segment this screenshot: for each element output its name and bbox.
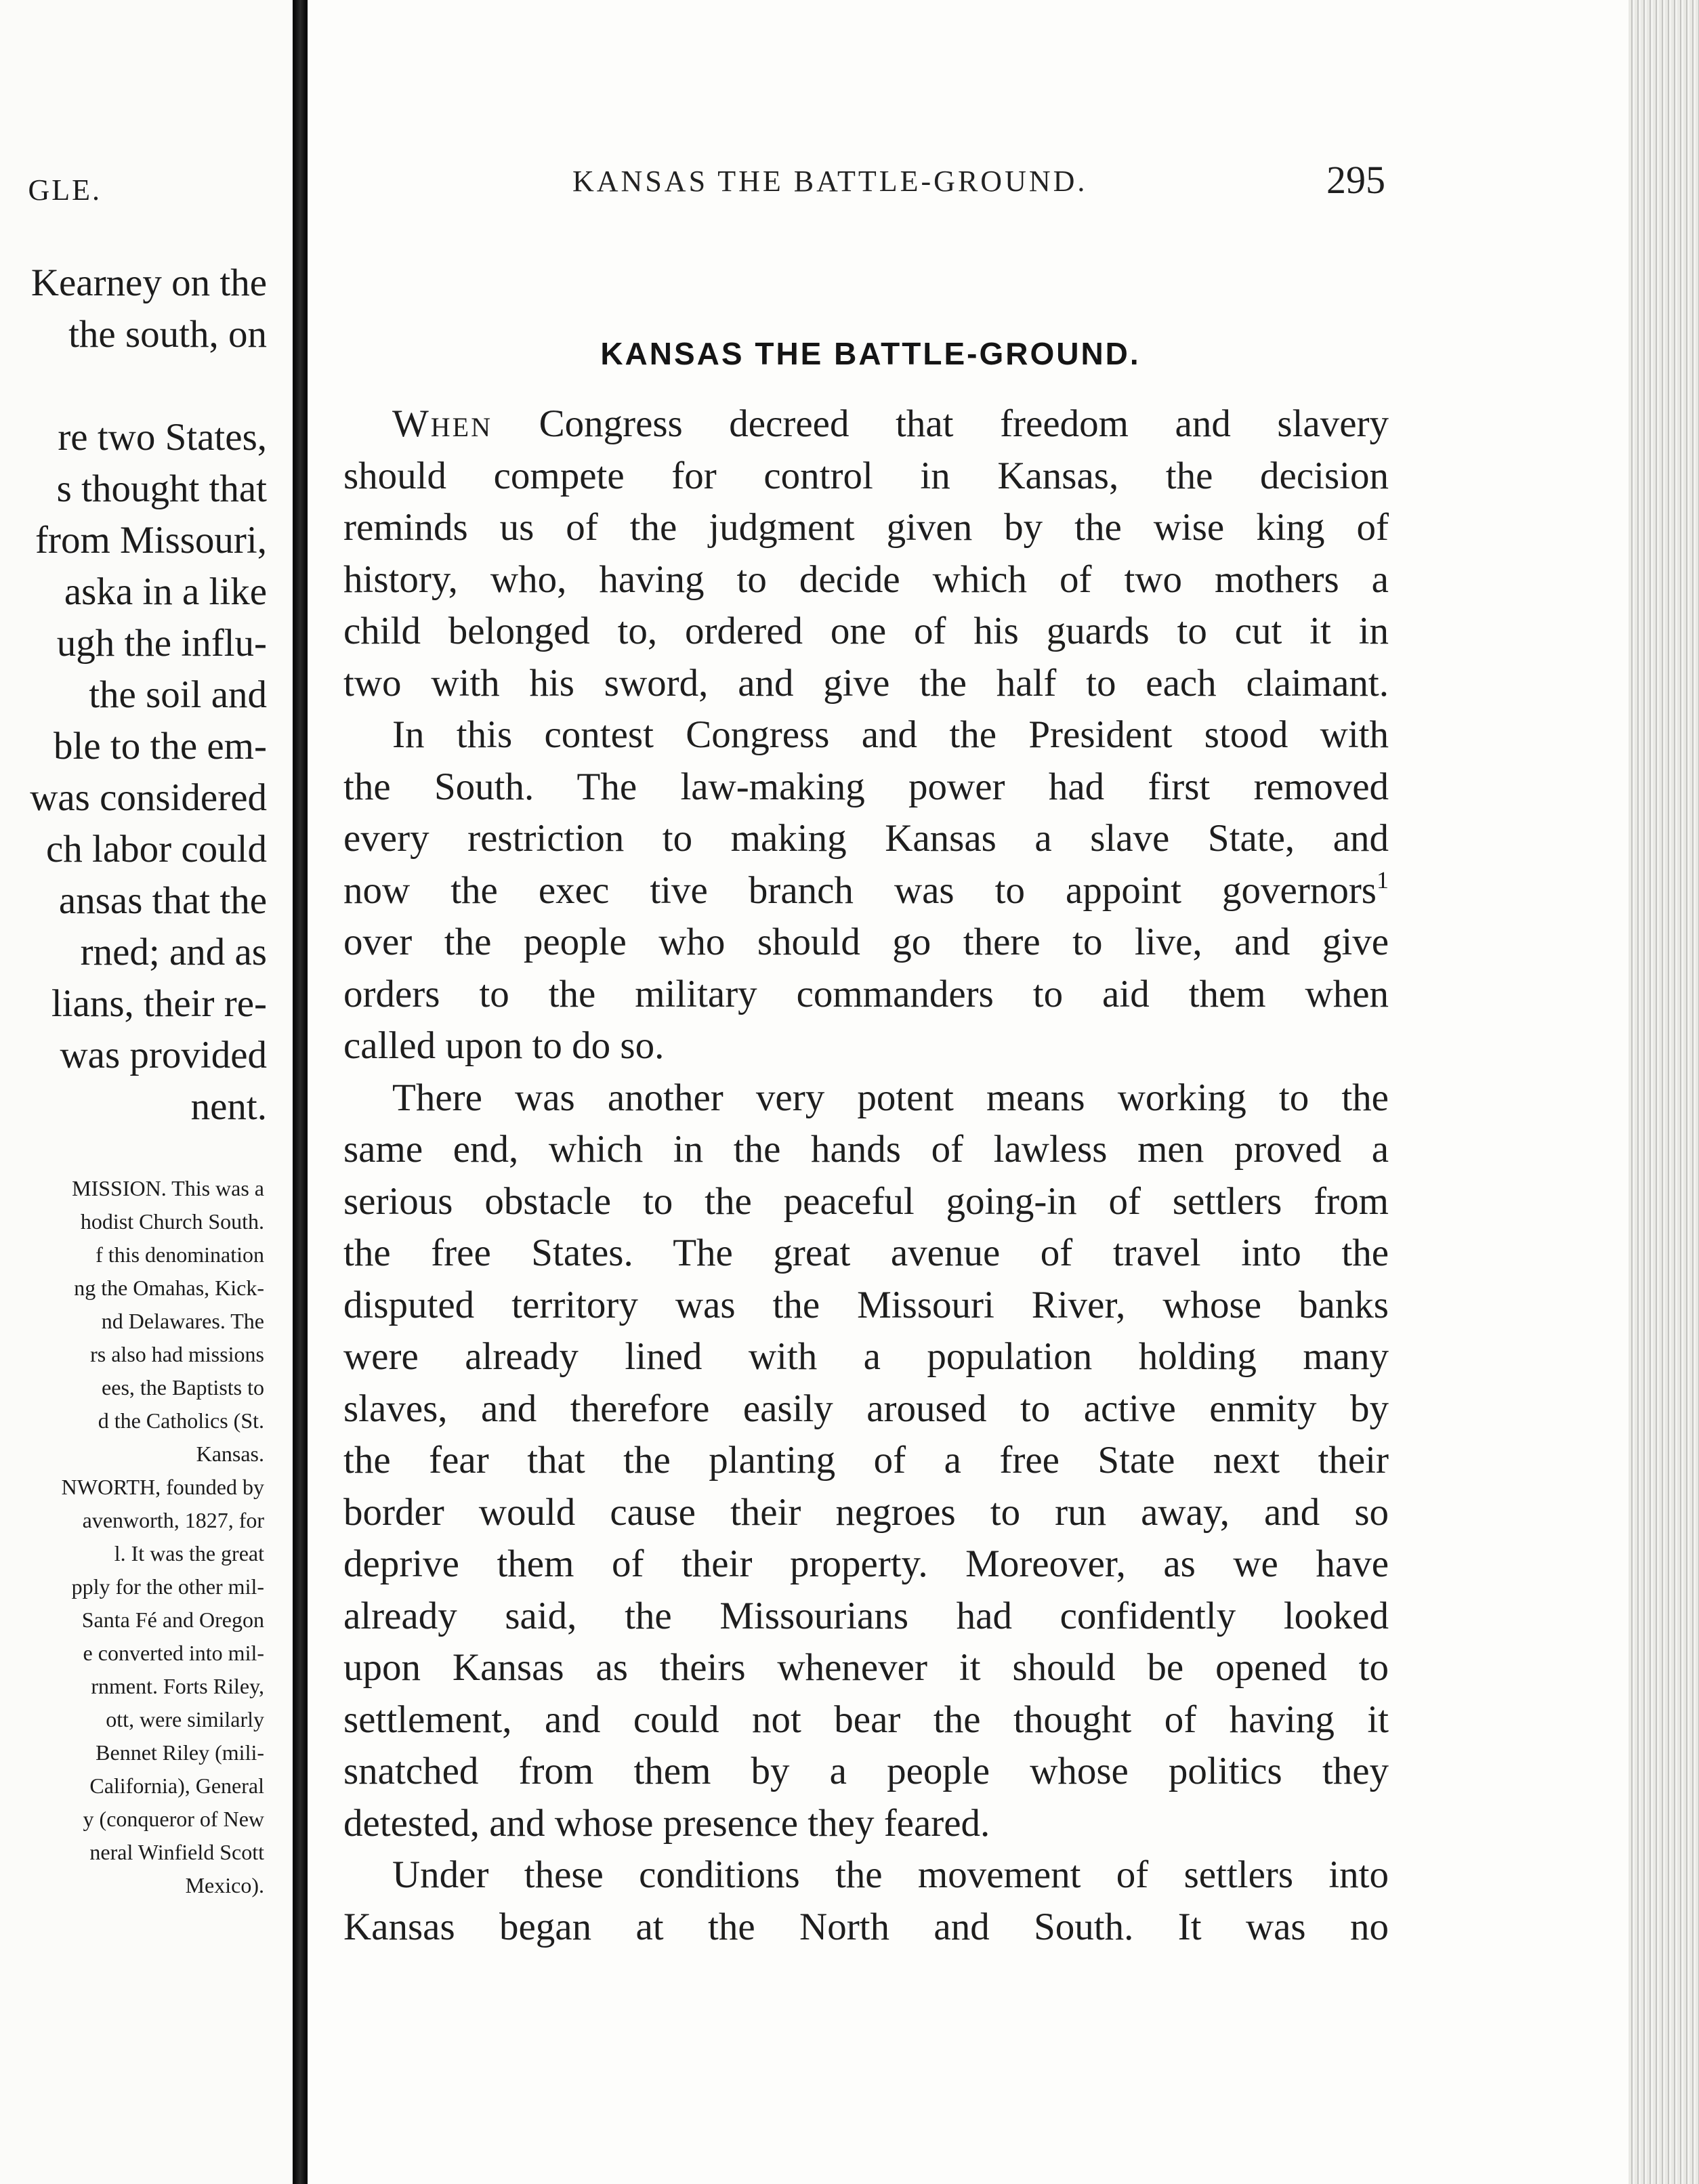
text-line: [343, 398, 1389, 450]
footnote-marker: 1: [1377, 866, 1389, 894]
left-footnote-line: Santa Fé and Oregon: [81, 1608, 264, 1632]
left-footnote-line: pply for the other mil-: [71, 1574, 264, 1599]
left-footnote-line: d the Catholics (St.: [98, 1408, 264, 1433]
left-footnote-line: nd Delawares. The: [101, 1309, 264, 1333]
text-line-content: now the exec tive branch was to appoint governors: [343, 868, 1377, 912]
left-footnote-line: MISSION. This was a: [72, 1176, 264, 1200]
text-line: the free States. The great avenue of travel into the: [343, 1232, 1389, 1274]
left-footnote-line: rs also had missions: [90, 1342, 264, 1366]
text-line: detested, and whose presence they feared.: [343, 1801, 990, 1845]
left-line: ble to the em-: [54, 725, 267, 768]
left-footnote-line: Bennet Riley (mili-: [96, 1740, 264, 1765]
text-line: were already lined with a population holding many: [343, 1335, 1389, 1378]
left-line: ugh the influ-: [56, 622, 267, 665]
left-line: [0, 360, 267, 412]
left-running-head: GLE.: [28, 173, 102, 207]
text-line: should compete for control in Kansas, the decision: [343, 454, 1389, 497]
left-line: aska in a like: [64, 570, 267, 613]
text-line: Under these conditions the movement of settlers into: [392, 1853, 1389, 1896]
text-line: already said, the Missourians had confidently looked: [343, 1594, 1389, 1637]
text-line: same end, which in the hands of lawless men proved a: [343, 1128, 1389, 1171]
left-footnote-line: avenworth, 1827, for: [82, 1508, 264, 1532]
text-line: deprive them of their property. Moreover, as we have: [343, 1542, 1389, 1585]
text-line: Kansas began at the North and South. It was no: [343, 1905, 1389, 1948]
page-number: 295: [1326, 158, 1385, 202]
left-footnote-line: hodist Church South.: [80, 1209, 264, 1234]
left-line: s thought that: [56, 467, 267, 510]
left-line: from Missouri,: [35, 519, 267, 562]
left-footnote-line: f this denomination: [96, 1242, 264, 1267]
left-footnote-line: e converted into mil-: [83, 1641, 264, 1665]
text-line: There was another very potent means working to the: [392, 1076, 1389, 1119]
text-line: [343, 865, 1389, 917]
chapter-title: KANSAS THE BATTLE-GROUND.: [600, 336, 1141, 371]
left-footnote-line: California), General: [89, 1773, 264, 1798]
left-body-text: [0, 257, 267, 1133]
text-line: two with his sword, and give the half to each claimant.: [343, 661, 1389, 705]
left-line: re two States,: [58, 416, 267, 459]
left-line: lians, their re-: [51, 982, 267, 1025]
lead-word: When: [392, 402, 493, 445]
left-line: the south, on: [68, 313, 267, 356]
text-line-rest: Congress decreed that freedom and slavery: [492, 402, 1389, 445]
text-line: serious obstacle to the peaceful going-in of settlers from: [343, 1179, 1389, 1223]
text-line: disputed territory was the Missouri River, whose banks: [343, 1283, 1389, 1326]
left-footnote-line: l. It was the great: [114, 1541, 264, 1566]
left-line: was provided: [60, 1034, 267, 1076]
left-footnote-line: Mexico).: [185, 1873, 264, 1897]
left-line: Kearney on the: [30, 261, 267, 304]
text-line: over the people who should go there to live, and give: [343, 921, 1389, 963]
text-line: reminds us of the judgment given by the wise king of: [343, 506, 1389, 549]
left-footnote-line: ng the Omahas, Kick-: [74, 1276, 264, 1300]
left-line: nent.: [190, 1085, 267, 1128]
text-line: snatched from them by a people whose politics they: [343, 1750, 1389, 1792]
left-footnote-line: neral Winfield Scott: [89, 1840, 264, 1864]
left-line: was considered: [30, 776, 267, 819]
left-line: ch labor could: [45, 828, 267, 870]
text-line: the South. The law-making power had first removed: [343, 765, 1389, 808]
left-footnote-line: Kansas.: [196, 1442, 264, 1466]
text-line: history, who, having to decide which of two mothers a: [343, 558, 1389, 601]
left-line: ansas that the: [58, 879, 267, 922]
text-line: the fear that the planting of a free State next their: [343, 1439, 1389, 1482]
left-line: rned; and as: [80, 931, 267, 973]
body-text: [343, 398, 1389, 1953]
text-line: child belonged to, ordered one of his guards to cut it in: [343, 610, 1389, 652]
left-footnote-line: ees, the Baptists to: [102, 1375, 264, 1400]
left-footnote-line: y (conqueror of New: [83, 1807, 264, 1831]
text-line: settlement, and could not bear the thought of having it: [343, 1698, 1389, 1741]
left-footnote-line: rnment. Forts Riley,: [91, 1674, 264, 1698]
page-edge-stack: [1629, 0, 1699, 2184]
text-line: every restriction to making Kansas a slave State, and: [343, 817, 1389, 860]
left-page-fragment: [0, 0, 293, 2184]
left-footnote-line: NWORTH, founded by: [61, 1475, 264, 1499]
left-footnote-line: ott, were similarly: [106, 1707, 264, 1731]
text-line: In this contest Congress and the President stood with: [392, 713, 1389, 756]
left-line: the soil and: [89, 673, 267, 716]
text-line: upon Kansas as theirs whenever it should be opened to: [343, 1646, 1389, 1689]
text-line: orders to the military commanders to aid them when: [343, 972, 1389, 1015]
left-footnotes: [0, 1172, 264, 1902]
text-line: slaves, and therefore easily aroused to active enmity by: [343, 1387, 1389, 1430]
running-head: KANSAS THE BATTLE-GROUND.: [572, 165, 1088, 198]
text-line: border would cause their negroes to run away, and so: [343, 1490, 1389, 1534]
text-line: called upon to do so.: [343, 1024, 665, 1067]
book-gutter: [293, 0, 308, 2184]
